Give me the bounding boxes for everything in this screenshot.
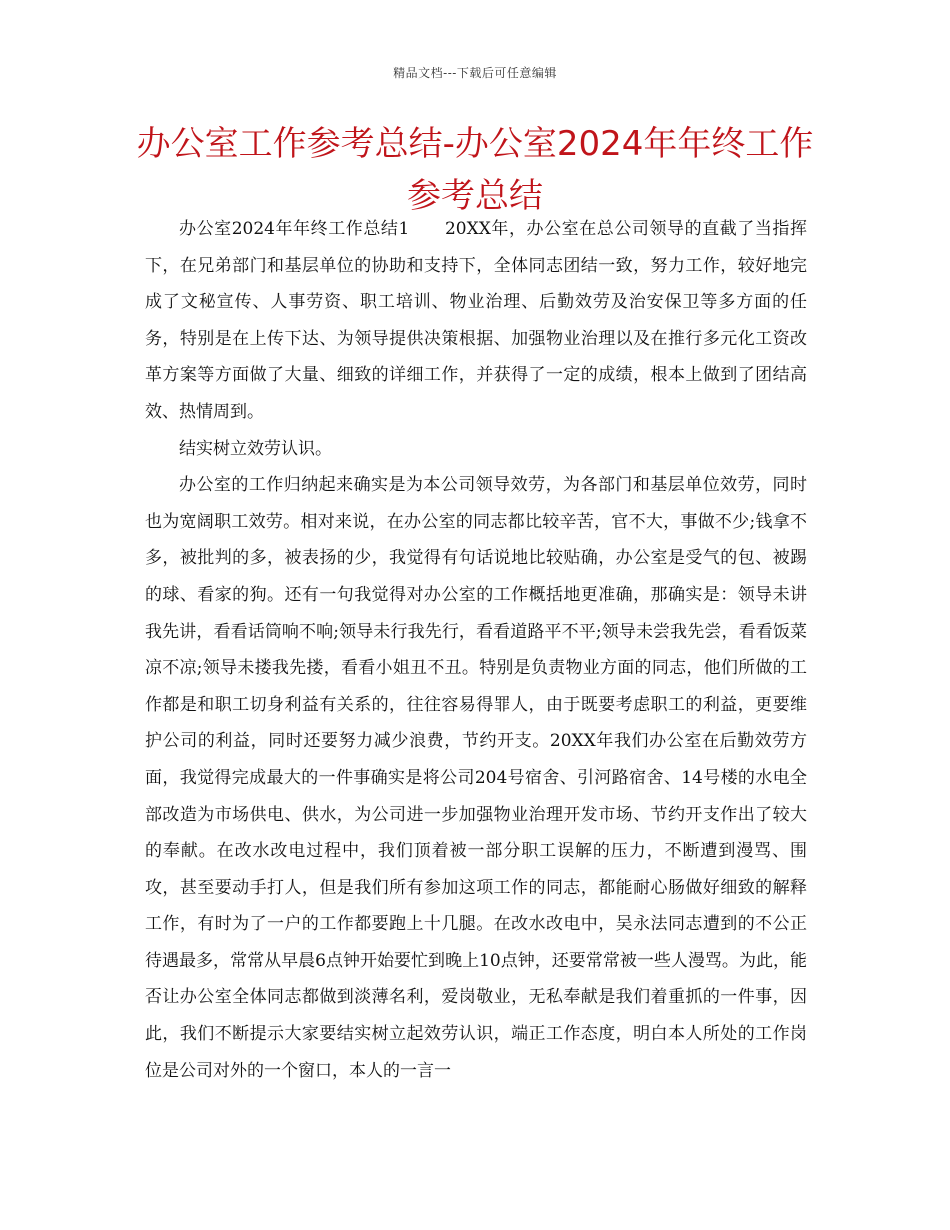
body-paragraph: 办公室的工作归纳起来确实是为本公司领导效劳，为各部门和基层单位效劳，同时也为宽阔职工效劳。相对来说，在办公室的同志都比较辛苦，官不大，事做不少;钱拿不多，被批判的多，被表扬的少，我觉得有句话说地比较贴确，办公室是受气的包、被踢的球、看家的狗。还有一句我觉得对办公室的工作概括地更准确，那确实是：领导未讲我先讲，看看话筒响不响;领导未行我先行，看看道路平不平;领导未尝我先尝，看看饭菜凉不凉;领导未搂我先搂，看看小姐丑不丑。特别是负责物业方面的同志，他们所做的工作都是和职工切身利益有关系的，往往容易得罪人，由于既要考虑职工的利益，更要维护公司的利益，同时还要努力减少浪费，节约开支。20XX年我们办公室在后勤效劳方面，我觉得完成最大的一件事确实是将公司204号宿舍、引河路宿舍、14号楼的水电全部改造为市场供电、供水，为公司进一步加强物业治理开发市场、节约开支作出了较大的奉献。在改水改电过程中，我们顶着被一部分职工误解的压力，不断遭到漫骂、围攻，甚至要动手打人，但是我们所有参加这项工作的同志，都能耐心肠做好细致的解释工作，有时为了一户的工作都要跑上十几腿。在改水改电中，吴永法同志遭到的不公正待遇最多，常常从早晨6点钟开始要忙到晚上10点钟，还要常常被一些人漫骂。为此，能否让办公室全体同志都做到淡薄名利，爱岗敬业，无私奉献是我们着重抓的一件事，因此，我们不断提示大家要结实树立起效劳认识，端正工作态度，明白本人所处的工作岗位是公司对外的一个窗口，本人的一言一 [145, 475, 807, 1081]
document-body [145, 211, 807, 1089]
body-paragraph: 办公室2024年年终工作总结1 20XX年，办公室在总公司领导的直截了当指挥下，在兄弟部门和基层单位的协助和支持下，全体同志团结一致，努力工作，较好地完成了文秘宣传、人事劳资、职工培训、物业治理、后勤效劳及治安保卫等多方面的任务，特别是在上传下达、为领导提供决策根据、加强物业治理以及在推行多元化工资改革方案等方面做了大量、细致的详细工作，并获得了一定的成绩，根本上做到了团结高效、热情周到。 [145, 219, 807, 422]
header-note: 精品文档---下载后可任意编辑 [393, 66, 557, 80]
document-title: 办公室工作参考总结-办公室2024年年终工作参考总结 [136, 124, 814, 216]
body-paragraph: 结实树立效劳认识。 [179, 438, 332, 459]
